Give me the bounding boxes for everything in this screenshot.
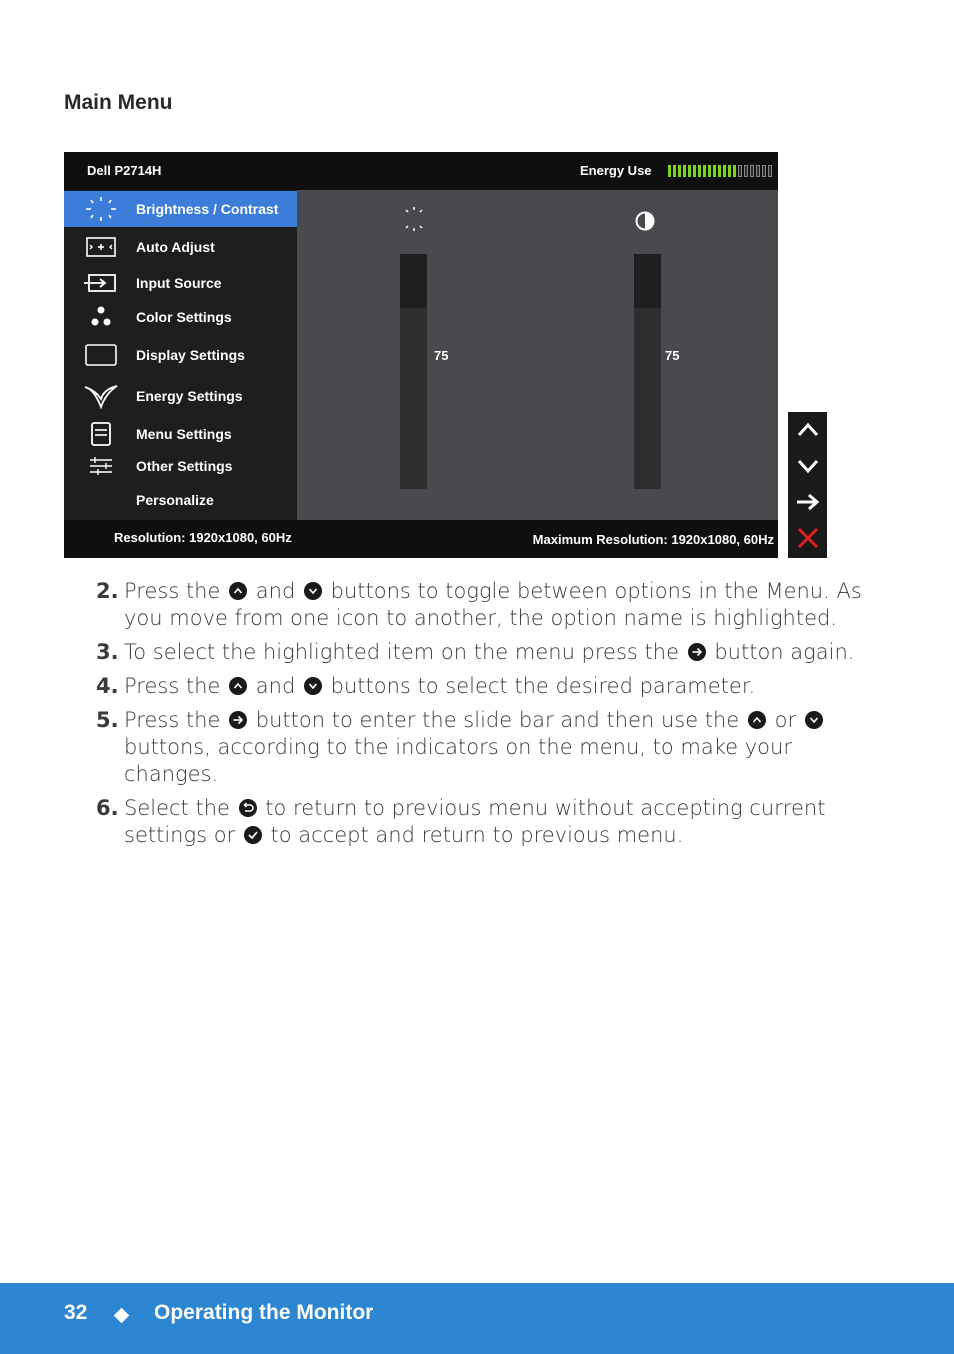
display-settings-icon — [84, 342, 118, 368]
menu-settings-icon — [84, 421, 118, 447]
brightness-icon — [84, 196, 118, 222]
energy-segment — [733, 165, 736, 177]
energy-meter — [668, 165, 776, 177]
close-icon[interactable] — [788, 520, 827, 556]
energy-segment — [668, 165, 671, 177]
energy-segment — [768, 165, 772, 177]
monitor-model: Dell P2714H — [87, 163, 162, 178]
page-heading: Main Menu — [64, 91, 173, 114]
step-text: and — [249, 579, 302, 603]
step-text: Press the — [124, 708, 228, 732]
osd-side-menu — [64, 190, 297, 520]
input-source-icon — [84, 270, 118, 296]
osd-status-bar — [64, 520, 778, 558]
energy-use-label: Energy Use — [580, 163, 652, 178]
contrast-slider[interactable] — [634, 254, 661, 489]
down-arrow-icon[interactable] — [788, 448, 827, 484]
menu-label: Color Settings — [136, 309, 232, 325]
step-text: to return to previous menu without accepting current settings or — [124, 796, 826, 847]
menu-label: Input Source — [136, 275, 222, 291]
step-text: Press the — [124, 579, 228, 603]
energy-segment — [762, 165, 766, 177]
up-button-icon — [229, 677, 247, 695]
step-text: and — [249, 674, 302, 698]
step-text: or — [767, 708, 803, 732]
brightness-icon — [401, 206, 427, 236]
energy-segment — [756, 165, 760, 177]
contrast-icon — [635, 211, 655, 235]
energy-segment — [738, 165, 742, 177]
energy-segment — [698, 165, 701, 177]
step-text: buttons, according to the indicators on the menu, to make your changes. — [124, 735, 792, 786]
menu-label: Auto Adjust — [136, 239, 215, 255]
energy-segment — [688, 165, 691, 177]
step-text: buttons to toggle between options in the Menu. As you move from one icon to another, the option name is highlighted. — [124, 579, 862, 630]
right-button-icon — [688, 643, 706, 661]
right-button-icon — [229, 711, 247, 729]
menu-item-auto-adjust[interactable] — [64, 229, 297, 265]
menu-item-personalize[interactable] — [64, 482, 297, 518]
step-item — [96, 578, 866, 632]
menu-label: Energy Settings — [136, 388, 243, 404]
other-settings-icon — [84, 453, 118, 479]
up-arrow-icon[interactable] — [788, 412, 827, 448]
osd-menu-screenshot — [64, 152, 778, 558]
auto-adjust-icon — [84, 234, 118, 260]
energy-segment — [693, 165, 696, 177]
step-text: to accept and return to previous menu. — [263, 823, 684, 847]
energy-segment — [718, 165, 721, 177]
down-button-icon — [304, 677, 322, 695]
menu-item-menu-settings[interactable] — [64, 416, 297, 452]
step-text: button again. — [707, 640, 855, 664]
brightness-value: 75 — [434, 348, 449, 363]
menu-item-display-settings[interactable] — [64, 337, 297, 373]
menu-label: Brightness / Contrast — [136, 201, 279, 217]
step-item — [96, 673, 866, 700]
resolution-text: Resolution: 1920x1080, 60Hz — [114, 530, 292, 545]
step-text: buttons to select the desired parameter. — [323, 674, 756, 698]
menu-label: Display Settings — [136, 347, 245, 363]
up-button-icon — [748, 711, 766, 729]
instruction-steps — [96, 578, 866, 856]
energy-segment — [673, 165, 676, 177]
section-title: Operating the Monitor — [154, 1301, 374, 1324]
step-number: 4. — [96, 674, 119, 698]
step-item — [96, 707, 866, 788]
step-number: 6. — [96, 796, 119, 820]
menu-item-other-settings[interactable] — [64, 448, 297, 484]
page-number: 32 — [64, 1301, 88, 1324]
brightness-slider[interactable] — [400, 254, 427, 489]
osd-content-panel — [297, 190, 778, 520]
step-text: Press the — [124, 674, 228, 698]
step-item — [96, 639, 866, 666]
energy-segment — [713, 165, 716, 177]
menu-label: Other Settings — [136, 458, 233, 474]
step-text: Select the — [124, 796, 237, 820]
menu-item-brightness-contrast[interactable] — [64, 191, 297, 227]
menu-label: Menu Settings — [136, 426, 232, 442]
energy-segment — [678, 165, 681, 177]
energy-segment — [683, 165, 686, 177]
page-footer — [0, 1283, 954, 1354]
slider-remaining — [634, 254, 661, 308]
menu-item-color-settings[interactable] — [64, 299, 297, 335]
down-button-icon — [304, 582, 322, 600]
menu-item-input-source[interactable] — [64, 265, 297, 301]
energy-segment — [703, 165, 706, 177]
slider-remaining — [400, 254, 427, 308]
color-settings-icon — [84, 304, 118, 330]
check-button-icon — [244, 826, 262, 844]
step-text: To select the highlighted item on the menu press the — [124, 640, 686, 664]
energy-segment — [723, 165, 726, 177]
back-button-icon — [239, 799, 257, 817]
menu-label: Personalize — [136, 492, 214, 508]
step-item — [96, 795, 866, 849]
energy-segment — [750, 165, 754, 177]
step-number: 2. — [96, 579, 119, 603]
step-text: button to enter the slide bar and then use the — [249, 708, 746, 732]
energy-settings-icon — [84, 383, 118, 409]
step-number: 5. — [96, 708, 119, 732]
energy-segment — [728, 165, 731, 177]
max-resolution-text: Maximum Resolution: 1920x1080, 60Hz — [532, 532, 774, 547]
energy-segment — [744, 165, 748, 177]
menu-item-energy-settings[interactable] — [64, 378, 297, 414]
step-number: 3. — [96, 640, 119, 664]
osd-button-column — [788, 412, 827, 558]
contrast-value: 75 — [665, 348, 680, 363]
osd-title-bar — [64, 152, 778, 190]
down-button-icon — [805, 711, 823, 729]
right-arrow-icon[interactable] — [788, 484, 827, 520]
diamond-icon — [114, 1308, 130, 1324]
up-button-icon — [229, 582, 247, 600]
energy-segment — [708, 165, 711, 177]
